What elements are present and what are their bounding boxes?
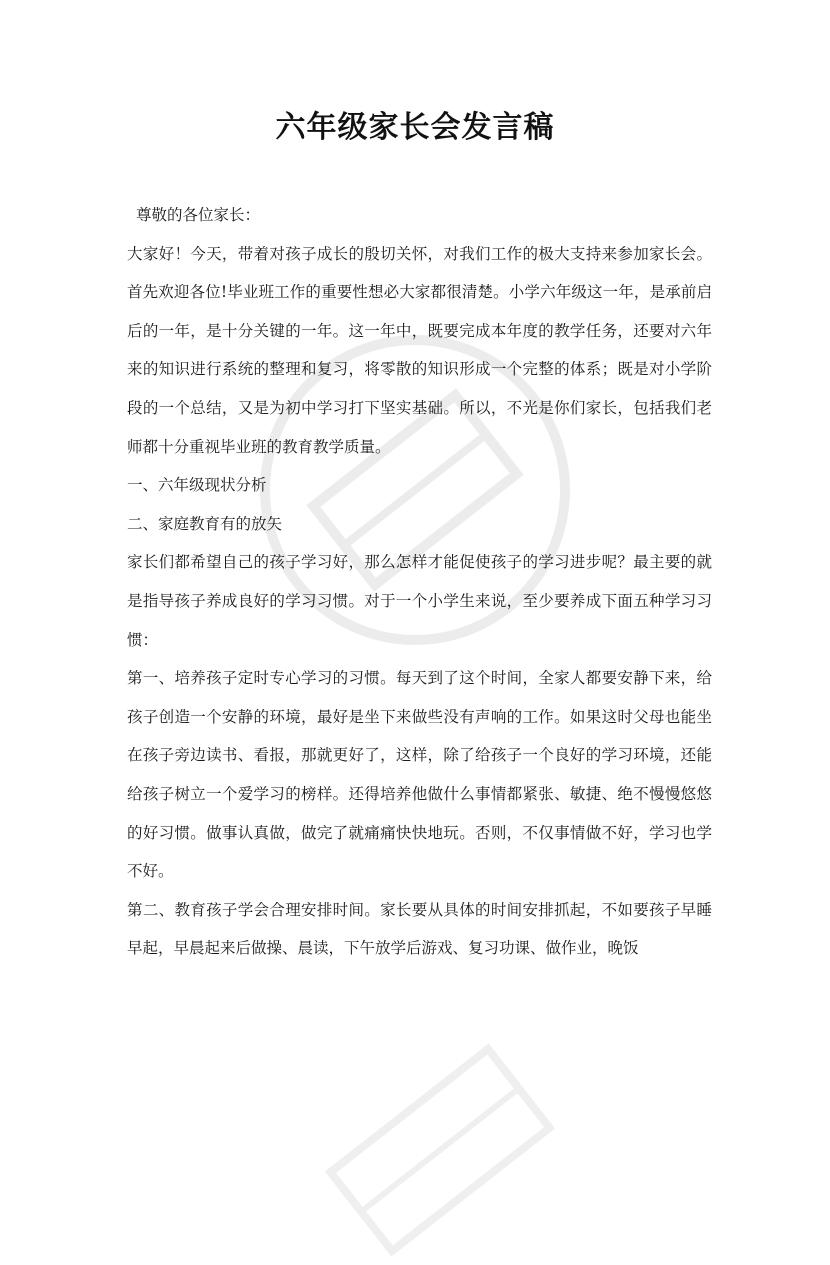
- section-heading-2: 二、家庭教育有的放矢: [127, 514, 283, 533]
- habits-intro-paragraph: 家长们都希望自己的孩子学习好，那么怎样才能促使孩子的学习进步呢？最主要的就是指导孩子养成良好的学习习惯。对于一个小学生来说，至少要养成下面五种学习习惯：: [127, 553, 712, 649]
- document-body: [127, 196, 712, 968]
- document-title: 六年级家长会发言稿: [275, 110, 555, 145]
- habit-first-paragraph: 第一、培养孩子定时专心学习的习惯。每天到了这个时间，全家人都要安静下来，给孩子创造一个安静的环境，最好是坐下来做些没有声响的工作。如果这时父母也能坐在孩子旁边读书、看报，那就更好了，这样，除了给孩子一个良好的学习环境，还能给孩子树立一个爱学习的榜样。还得培养他做什么事情都紧张、敏捷、绝不慢慢悠悠的好习惯。做事认真做，做完了就痛痛快快地玩。否则，不仅事情做不好，学习也学不好。: [127, 669, 712, 881]
- greeting-paragraph: 尊敬的各位家长：: [136, 206, 261, 224]
- section-heading-1: 一、六年级现状分析: [127, 476, 267, 495]
- habit-second-paragraph: 第二、教育孩子学会合理安排时间。家长要从具体的时间安排抓起，不如要孩子早睡早起，早晨起来后做操、晨读，下午放学后游戏、复习功课、做作业，晚饭: [127, 900, 712, 958]
- opening-paragraph: 大家好！今天，带着对孩子成长的殷切关怀，对我们工作的极大支持来参加家长会。首先欢迎各位!毕业班工作的重要性想必大家都很清楚。小学六年级这一年，是承前启后的一年，是十分关键的一年。这一年中，既要完成本年度的教学任务，还要对六年来的知识进行系统的整理和复习，将零散的知识形成一个完整的体系；既是对小学阶段的一个总结，又是为初中学习打下坚实基础。所以，不光是你们家长，包括我们老师都十分重视毕业班的教育教学质量。: [127, 244, 712, 456]
- watermark-icon: [316, 1035, 563, 1265]
